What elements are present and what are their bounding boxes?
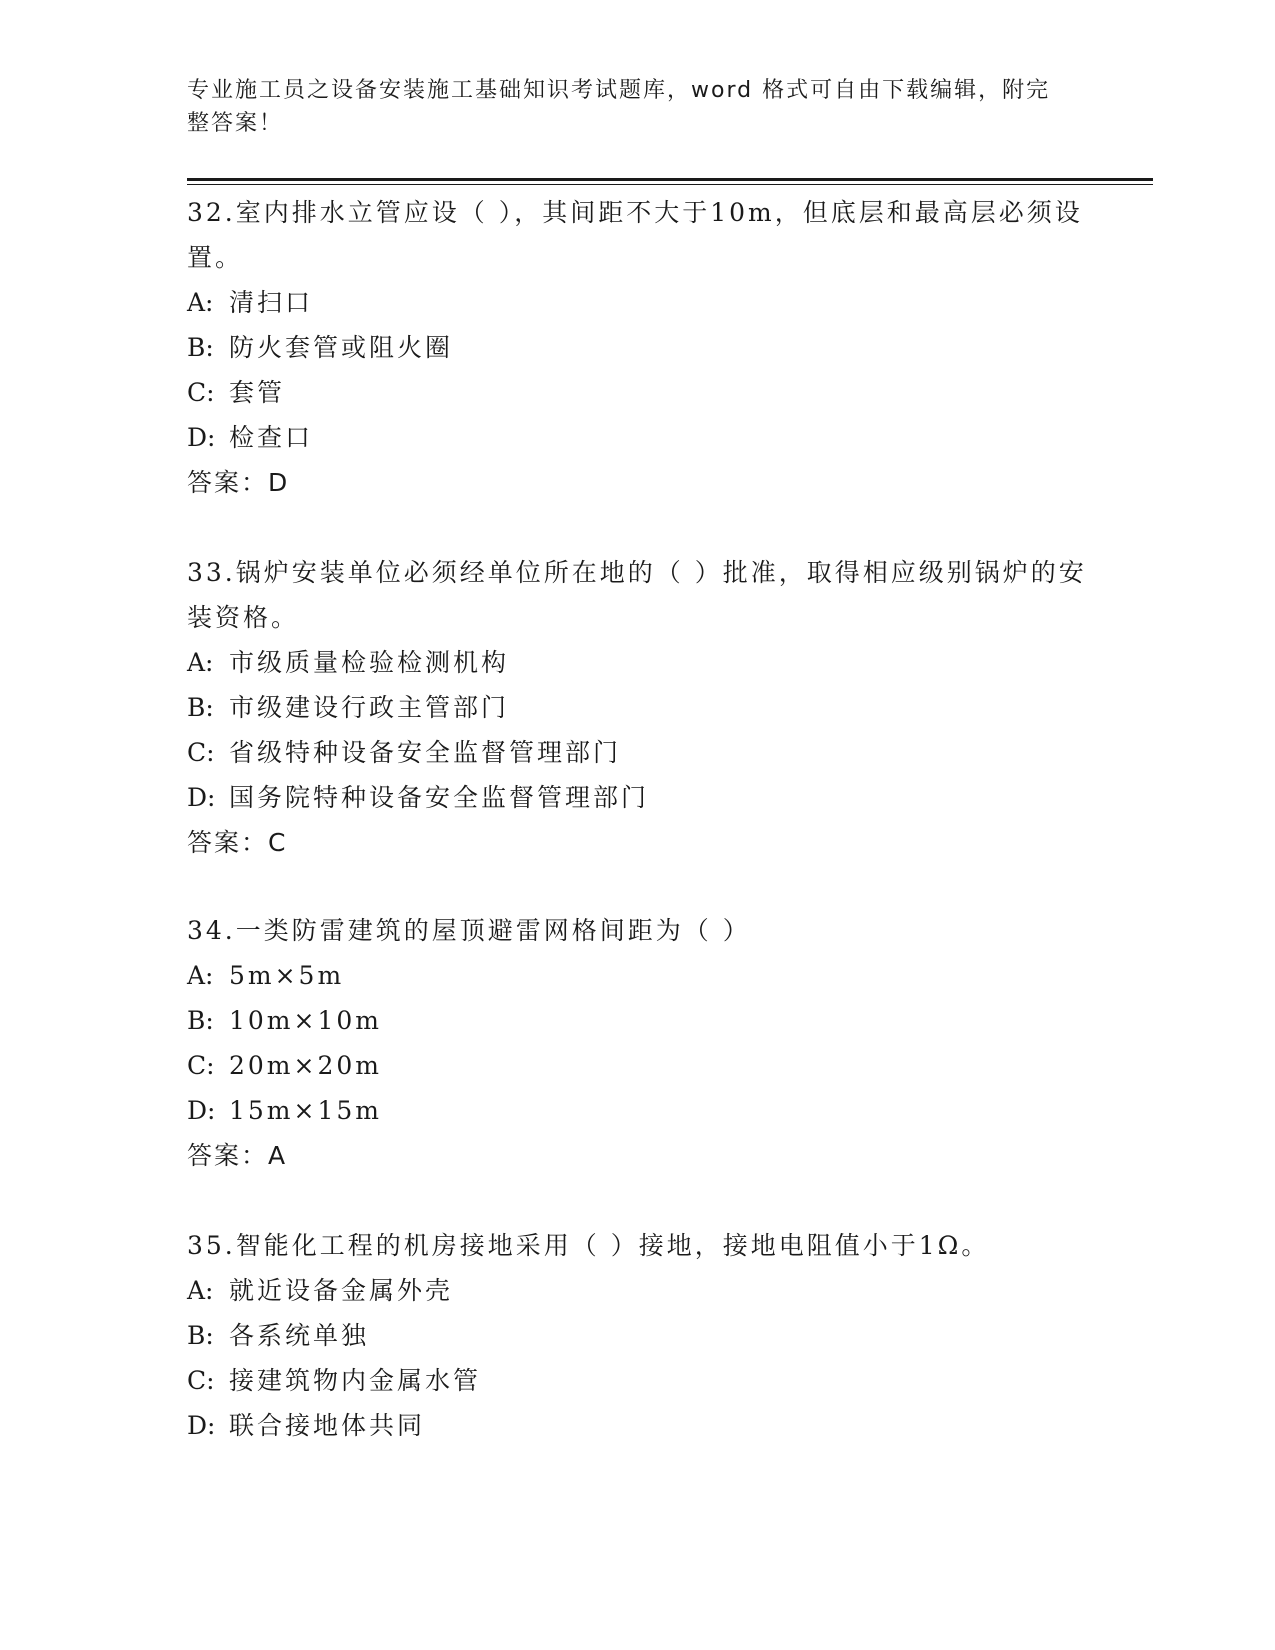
- option-text: 国务院特种设备安全监督管理部门: [229, 783, 650, 812]
- option-label: C:: [187, 378, 215, 407]
- option-b: [187, 685, 1087, 730]
- option-d: [187, 1403, 1087, 1448]
- option-a: [187, 640, 1087, 685]
- option-d: [187, 415, 1087, 460]
- answer-text: 答案：A: [187, 1141, 288, 1170]
- option-c: [187, 1043, 1087, 1088]
- option-label: C:: [187, 1366, 215, 1395]
- option-label: D:: [187, 1411, 216, 1440]
- option-a: [187, 953, 1087, 998]
- option-label: B:: [187, 1006, 214, 1035]
- option-label: B:: [187, 333, 214, 362]
- option-text: 5m×5m: [229, 961, 345, 990]
- option-c: [187, 1358, 1087, 1403]
- option-text: 市级建设行政主管部门: [229, 693, 510, 722]
- option-text: 10m×10m: [229, 1006, 382, 1035]
- question-text: 32.室内排水立管应设（ ），其间距不大于10m，但底层和最高层必须设置。: [187, 198, 1083, 272]
- option-text: 清扫口: [229, 288, 314, 317]
- question-block: [187, 550, 1087, 865]
- option-label: D:: [187, 1096, 216, 1125]
- option-label: A:: [187, 961, 214, 990]
- option-a: [187, 1268, 1087, 1313]
- question-text: 35.智能化工程的机房接地采用（ ）接地，接地电阻值小于1Ω。: [187, 1231, 990, 1260]
- question-text: 34.一类防雷建筑的屋顶避雷网格间距为（ ）: [187, 916, 751, 945]
- answer-text: 答案：D: [187, 468, 290, 497]
- option-c: [187, 370, 1087, 415]
- option-text: 20m×20m: [229, 1051, 382, 1080]
- option-a: [187, 280, 1087, 325]
- header-divider-thick: [187, 178, 1153, 181]
- option-text: 防火套管或阻火圈: [229, 333, 454, 362]
- option-text: 套管: [229, 378, 286, 407]
- option-label: B:: [187, 1321, 214, 1350]
- option-b: [187, 998, 1087, 1043]
- option-label: D:: [187, 423, 216, 452]
- question-text: 33.锅炉安装单位必须经单位所在地的（ ）批准，取得相应级别锅炉的安装资格。: [187, 558, 1087, 632]
- answer-text: 答案：C: [187, 828, 288, 857]
- option-label: C:: [187, 1051, 215, 1080]
- option-text: 15m×15m: [229, 1096, 382, 1125]
- option-d: [187, 1088, 1087, 1133]
- option-text: 省级特种设备安全监督管理部门: [229, 738, 622, 767]
- option-label: A:: [187, 648, 214, 677]
- question-block: [187, 908, 1087, 1178]
- option-text: 各系统单独: [229, 1321, 370, 1350]
- option-b: [187, 1313, 1087, 1358]
- question-block: [187, 190, 1087, 505]
- option-label: A:: [187, 1276, 214, 1305]
- option-c: [187, 730, 1087, 775]
- option-label: A:: [187, 288, 214, 317]
- header-divider-thin: [187, 184, 1153, 185]
- option-b: [187, 325, 1087, 370]
- option-label: D:: [187, 783, 216, 812]
- option-label: C:: [187, 738, 215, 767]
- option-text: 联合接地体共同: [229, 1411, 426, 1440]
- option-label: B:: [187, 693, 214, 722]
- document-header: 专业施工员之设备安装施工基础知识考试题库，word 格式可自由下载编辑，附完整答案！: [187, 78, 1051, 136]
- option-text: 检查口: [229, 423, 314, 452]
- option-text: 市级质量检验检测机构: [229, 648, 510, 677]
- question-block: [187, 1223, 1087, 1448]
- option-d: [187, 775, 1087, 820]
- option-text: 就近设备金属外壳: [229, 1276, 454, 1305]
- option-text: 接建筑物内金属水管: [229, 1366, 482, 1395]
